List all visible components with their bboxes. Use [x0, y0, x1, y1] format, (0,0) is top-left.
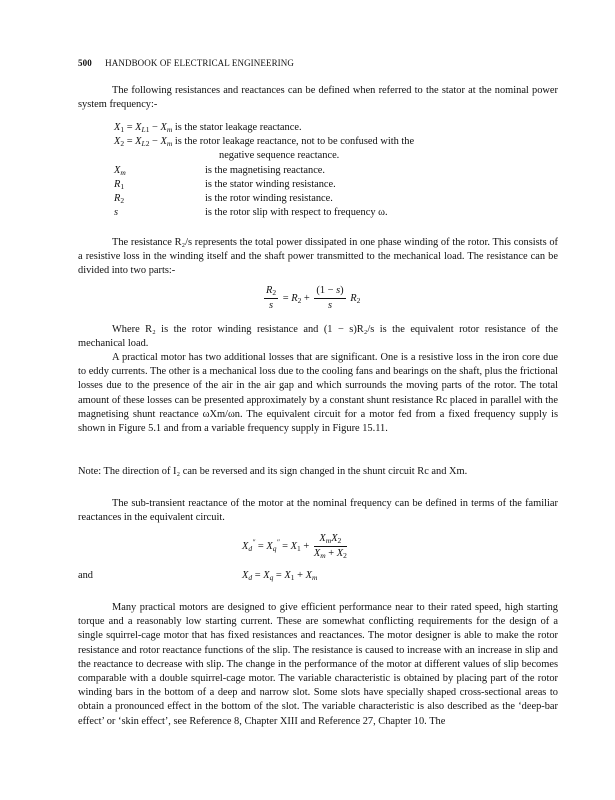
subtransient-paragraph: The sub-transient reactance of the motor at the nominal frequency can be defined in terms of the familiar reactances in the equivalent circuit.	[78, 498, 558, 524]
rotor-resistance-paragraph: The resistance R₂/s represents the total power dissipated in one phase winding of the rotor. This consists of a resistive loss in the winding itself and the shaft power transmitted to the mechanical load. The resistance can be divided into two parts:-	[78, 237, 558, 277]
where-paragraph: Where R₂ is the rotor winding resistance and (1 − s)R₂/s is the equivalent rotor resistance of the mechanical load.	[78, 324, 558, 350]
equation-transient: $X_d = X_q = X_1 + X_m$	[242, 570, 318, 582]
losses-paragraph: A practical motor has two additional losses that are significant. One is a resistive loss in the iron core due to eddy currents. The other is a mechanical loss due to the cooling fans and bearings on the shaft, plus the frictional losses due to the presence of the air in the air gap and which surrounds the moving parts of the rotor. The total amount of these losses can be presented approximately by a constant shunt resistance Rc placed in parallel with the magnetising shunt reactance ωXm/ωn. The equivalent circuit for a motor fed from a fixed frequency supply is shown in Figure 5.1 and from a variable frequency supply in Figure 15.11.	[78, 352, 558, 435]
equation-rotor-resistance: $\frac{R_2}{s}$ = $R_2$ + $\frac{(1 - s)}{s}$ $R_2$	[266, 285, 361, 311]
definition-x2-text: is the rotor leakage reactance, not to be confused with the	[174, 136, 415, 148]
page-number: 500	[78, 58, 92, 68]
practical-motors-paragraph: Many practical motors are designed to give efficient performance near to their rated speed, high starting torque and a reasonably low starting current. These are somewhat conflicting requirements for the design of a single squirrel-cage motor that has fixed resistances and reactances. The motor designer is able to make the rotor resistance and rotor reactance functions of the slip. The resistance is caused to increase with an increase in slip and the reactance to decrease with slip. The change in the performance of the motor at different values of slip becomes comparable with a double squirrel-cage motor. The variable characteristic is obtained by placing part of the rotor winding bars in the bottom of a deep and narrow slot. Some slots have specially shaped cross-sectional areas to obtain a pronounced effect in the bottom of the slot. The variable characteristic is also described as the ‘deep-bar effect’ or ‘skin effect’, see Reference 8, Chapter XIII and Reference 27, Chapter 10. The	[78, 602, 558, 727]
definition-r2-text: is the rotor winding resistance.	[205, 192, 333, 204]
intro-paragraph: The following resistances and reactances can be defined when referred to the stator at the nominal power system frequency:-	[78, 85, 558, 111]
definition-x2-text-cont: negative sequence reactance.	[219, 150, 340, 162]
book-page: 500 HANDBOOK OF ELECTRICAL ENGINEERING The following resistances and reactances can be defined when referred to the stator at the nominal power system frequency:- $X_1 = X_{L1} - X_m$ is the stator leakage reactance. $X_2 = X_{L2} - X_m$ is the rotor leakage reactance, not to be confused with the negative sequence reactance. $X_m$ is the magnetising reactance. $R_1$ is the stator winding resistance. $R_2$ is the rotor winding resistance. s is the rotor slip with respect to frequency ω. The resistance R₂/s represents the total power dissipated in one phase winding of the rotor. This consists of a resistive loss in the winding itself and the shaft power transmitted to the mechanical load. The resistance can be divided into two parts:- $\frac{R_2}{s}$ = $R_2$ + $\frac{(1 - s)}{s}$ $R_2$ Where R₂ is the rotor winding resistance and (1 − s)R₂/s is the equivalent rotor resistance of the mechanical load. A practical motor has two additional losses that are significant. One is a resistive loss in the iron core due to eddy currents. The other is a mechanical loss due to the cooling fans and bearings on the shaft, plus the frictional losses due to the presence of the air in the air gap and which surrounds the moving parts of the rotor. The total amount of these losses can be presented approximately by a constant shunt resistance Rc placed in parallel with the magnetising shunt reactance ωXm/ωn. The equivalent circuit for a motor fed from a fixed frequency supply is shown in Figure 5.1 and from a variable frequency supply in Figure 15.11. Note: The direction of I₂ can be reversed and its sign changed in the shunt circuit Rc and Xm. The sub-transient reactance of the motor at the nominal frequency can be defined in terms of the familiar reactances in the equivalent circuit. $X_d'' = X_q'' = X_1$ + $\frac{X_mX_2}{X_m + X_2}$ and $X_d = X_q = X_1 + X_m$ Many practical motors are designed to give efficient performance near to their rated speed, high starting torque and a reasonably low starting current. These are somewhat conflicting requirements for the design of a single squirrel-cage motor that has fixed resistances and reactances. The motor designer is able to make the rotor resistance and rotor reactance functions of the slip. The resistance is caused to increase with an increase in slip and the reactance to decrease with slip. The change in the performance of the motor at different values of slip becomes comparable with a double squirrel-cage motor. The variable characteristic is obtained by placing part of the rotor winding bars in the bottom of a deep and narrow slot. Some slots have specially shaped cross-sectional areas to obtain a pronounced effect in the bottom of the slot. The variable characteristic is also described as the ‘deep-bar effect’ or ‘skin effect’, see Reference 8, Chapter XIII and Reference 27, Chapter 10. The	[0, 0, 615, 800]
definition-s-text: is the rotor slip with respect to frequency ω.	[205, 207, 388, 219]
and-label: and	[78, 570, 94, 581]
running-header	[78, 58, 294, 68]
definition-x1-text: is the stator leakage reactance.	[174, 122, 302, 133]
definition-xm-text: is the magnetising reactance.	[205, 164, 326, 176]
equation-subtransient: $X_d'' = X_q'' = X_1$ + $\frac{X_mX_2}{X_m + X_2}$	[242, 533, 347, 560]
running-title: HANDBOOK OF ELECTRICAL ENGINEERING	[105, 58, 294, 68]
note-paragraph: Note: The direction of I₂ can be reversed and its sign changed in the shunt circuit Rc and Xm.	[78, 466, 468, 477]
definition-r1-text: is the stator winding resistance.	[205, 178, 336, 190]
